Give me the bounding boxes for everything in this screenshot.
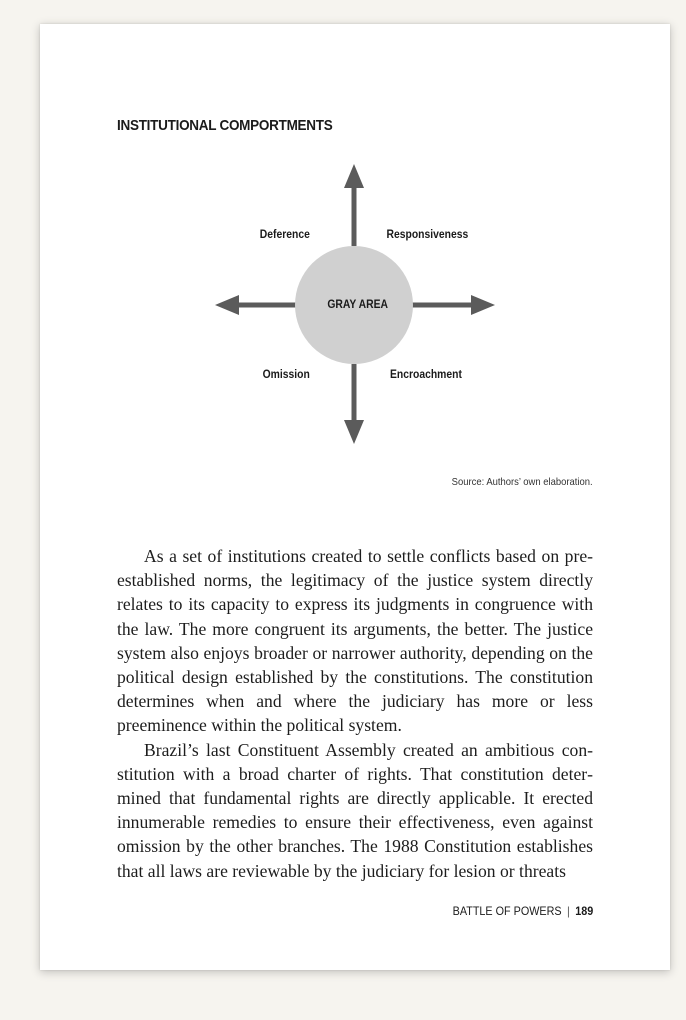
paragraph: As a set of institutions created to settle conflicts based on preestablished norms, the legitimacy of the justice system directly relates to its capacity to express its judgments in congruence with the law. The more congruent its arguments, the better. The justice system also enjoys broader or narrower authority, depending on the political design established by the constitutions. The constitution determines when and where the judiciary has more or less preeminence within the political system. <box>117 546 593 736</box>
figure-title: INSTITUTIONAL COMPORTMENTS <box>117 117 333 134</box>
page-number: 189 <box>574 904 593 918</box>
center-label: GRAY AREA <box>327 299 388 311</box>
comportments-diagram <box>40 24 670 464</box>
book-page <box>40 24 670 970</box>
paragraph: Brazil’s last Constituent Assembly created an ambitious constitution with a broad charter of rights. That constitution determined that fundamental rights are directly applicable. It erected innumerable remedies to ensure their effectiveness, even against omission by the other branches. The 1988 Constitution establishes that all laws are reviewable by the judiciary for lesion or threats <box>117 739 593 881</box>
footer-separator: | <box>566 904 570 918</box>
arrow-left-head <box>215 295 239 315</box>
label-omission: Omission <box>262 369 310 381</box>
running-footer <box>452 904 593 918</box>
label-encroachment: Encroachment <box>389 369 462 381</box>
arrow-up-head <box>344 164 364 188</box>
running-title: BATTLE OF POWERS <box>452 904 562 918</box>
figure-source: Source: Authors’ own elaboration. <box>452 476 593 488</box>
arrow-down-head <box>344 420 364 444</box>
label-responsiveness: Responsiveness <box>386 229 469 241</box>
label-deference: Deference <box>259 229 310 241</box>
body-text <box>117 544 593 883</box>
arrow-right-head <box>471 295 495 315</box>
